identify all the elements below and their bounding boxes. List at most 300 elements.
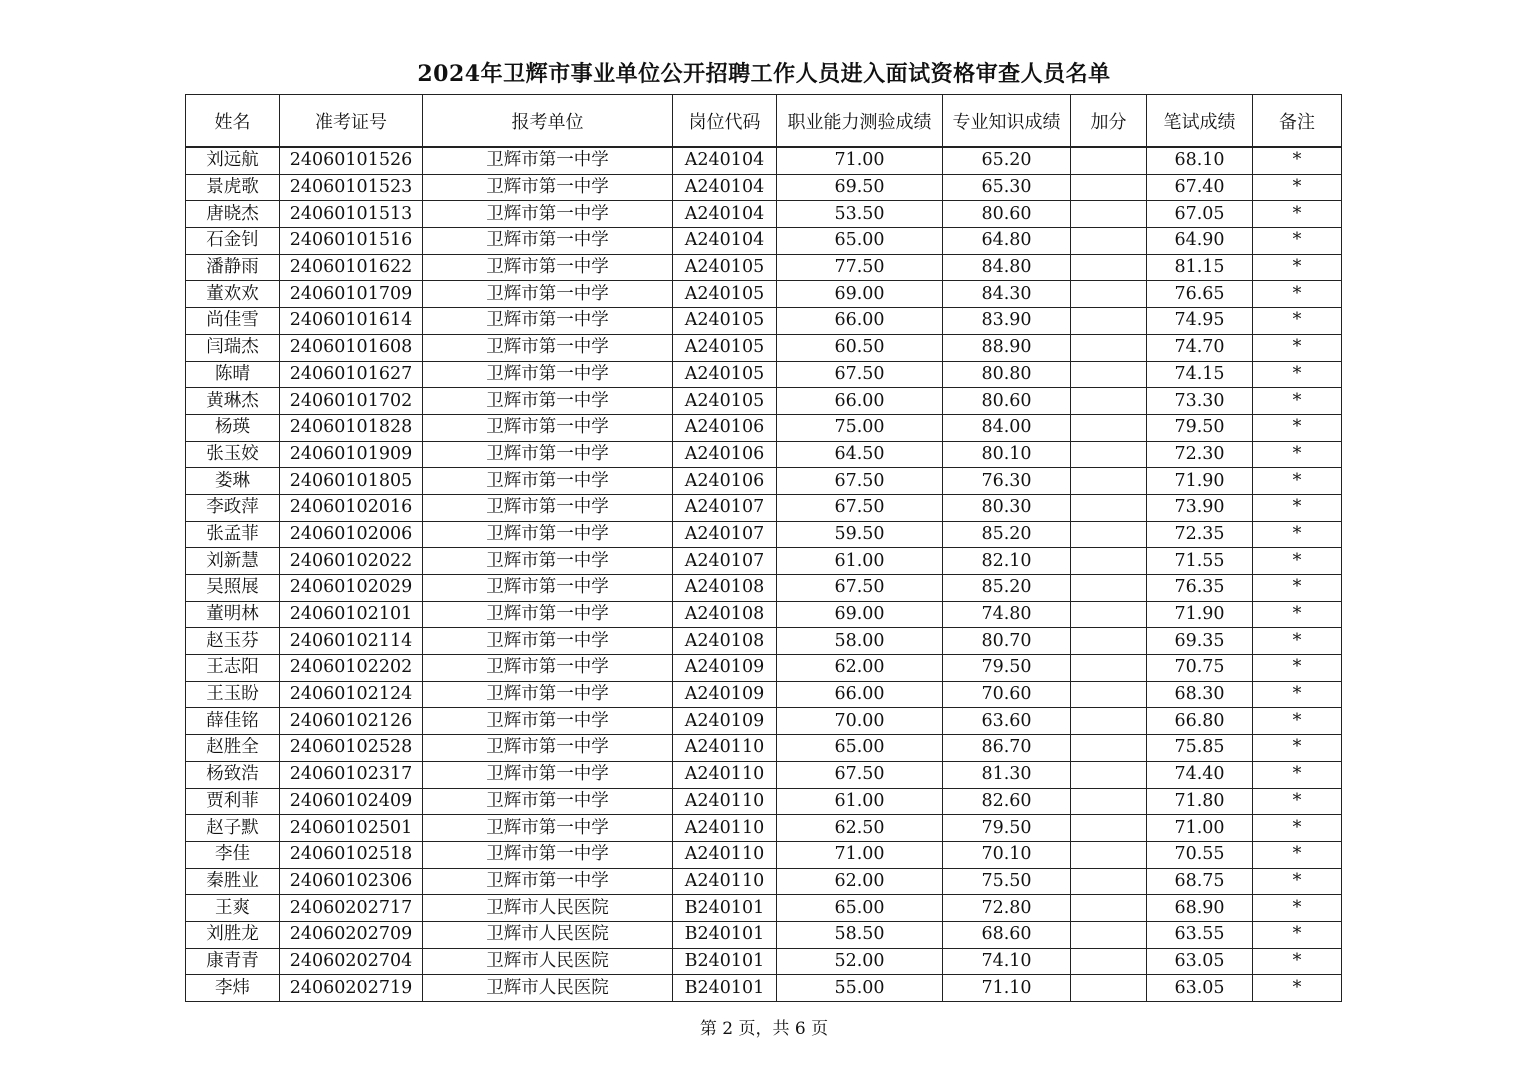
header-remarks: 备注 [1253, 95, 1342, 148]
cell-post-code: A240104 [673, 147, 777, 174]
cell-unit: 卫辉市第一中学 [423, 334, 673, 361]
cell-remarks: * [1253, 628, 1342, 655]
table-row [186, 735, 1342, 762]
cell-name: 秦胜业 [186, 868, 280, 895]
cell-post-code: A240109 [673, 655, 777, 682]
cell-remarks: * [1253, 468, 1342, 495]
cell-post-code: A240105 [673, 334, 777, 361]
table-row [186, 468, 1342, 495]
cell-knowledge-score: 76.30 [943, 468, 1071, 495]
cell-exam-id: 24060101702 [280, 388, 423, 415]
cell-post-code: A240104 [673, 228, 777, 255]
cell-knowledge-score: 86.70 [943, 735, 1071, 762]
cell-unit: 卫辉市第一中学 [423, 201, 673, 228]
cell-post-code: A240108 [673, 628, 777, 655]
cell-written-score: 70.75 [1147, 655, 1253, 682]
cell-knowledge-score: 70.60 [943, 681, 1071, 708]
cell-post-code: A240106 [673, 441, 777, 468]
cell-exam-id: 24060202709 [280, 921, 423, 948]
cell-knowledge-score: 80.60 [943, 201, 1071, 228]
cell-unit: 卫辉市第一中学 [423, 388, 673, 415]
cell-post-code: A240110 [673, 815, 777, 842]
cell-unit: 卫辉市人民医院 [423, 921, 673, 948]
cell-unit: 卫辉市第一中学 [423, 521, 673, 548]
candidate-table [185, 94, 1342, 1002]
cell-knowledge-score: 85.20 [943, 521, 1071, 548]
cell-knowledge-score: 82.60 [943, 788, 1071, 815]
cell-bonus [1071, 414, 1147, 441]
table-row [186, 441, 1342, 468]
cell-written-score: 71.55 [1147, 548, 1253, 575]
cell-bonus [1071, 174, 1147, 201]
table-row [186, 174, 1342, 201]
cell-bonus [1071, 254, 1147, 281]
cell-name: 李炜 [186, 975, 280, 1002]
cell-exam-id: 24060102518 [280, 841, 423, 868]
cell-aptitude-score: 69.00 [777, 281, 943, 308]
cell-post-code: A240107 [673, 494, 777, 521]
cell-post-code: A240110 [673, 735, 777, 762]
cell-unit: 卫辉市第一中学 [423, 708, 673, 735]
cell-aptitude-score: 66.00 [777, 681, 943, 708]
cell-remarks: * [1253, 575, 1342, 602]
table-row [186, 895, 1342, 922]
cell-written-score: 63.55 [1147, 921, 1253, 948]
cell-remarks: * [1253, 308, 1342, 335]
cell-exam-id: 24060102306 [280, 868, 423, 895]
table-row [186, 921, 1342, 948]
cell-knowledge-score: 82.10 [943, 548, 1071, 575]
cell-knowledge-score: 79.50 [943, 815, 1071, 842]
header-unit: 报考单位 [423, 95, 673, 148]
cell-name: 贾利菲 [186, 788, 280, 815]
table-row [186, 281, 1342, 308]
header-name: 姓名 [186, 95, 280, 148]
cell-name: 杨瑛 [186, 414, 280, 441]
cell-knowledge-score: 88.90 [943, 334, 1071, 361]
cell-written-score: 69.35 [1147, 628, 1253, 655]
cell-remarks: * [1253, 708, 1342, 735]
cell-aptitude-score: 65.00 [777, 895, 943, 922]
table-row [186, 201, 1342, 228]
cell-post-code: A240104 [673, 174, 777, 201]
cell-aptitude-score: 70.00 [777, 708, 943, 735]
cell-unit: 卫辉市第一中学 [423, 655, 673, 682]
cell-written-score: 68.90 [1147, 895, 1253, 922]
cell-aptitude-score: 67.50 [777, 761, 943, 788]
cell-remarks: * [1253, 388, 1342, 415]
cell-unit: 卫辉市人民医院 [423, 975, 673, 1002]
cell-name: 康青青 [186, 948, 280, 975]
cell-aptitude-score: 69.50 [777, 174, 943, 201]
cell-written-score: 74.15 [1147, 361, 1253, 388]
cell-bonus [1071, 334, 1147, 361]
table-row [186, 388, 1342, 415]
cell-written-score: 63.05 [1147, 975, 1253, 1002]
cell-exam-id: 24060102202 [280, 655, 423, 682]
cell-remarks: * [1253, 228, 1342, 255]
table-row [186, 761, 1342, 788]
table-row [186, 575, 1342, 602]
table-row [186, 494, 1342, 521]
cell-name: 闫瑞杰 [186, 334, 280, 361]
table-row [186, 254, 1342, 281]
cell-remarks: * [1253, 147, 1342, 174]
cell-knowledge-score: 80.80 [943, 361, 1071, 388]
cell-exam-id: 24060102528 [280, 735, 423, 762]
cell-bonus [1071, 201, 1147, 228]
cell-written-score: 71.80 [1147, 788, 1253, 815]
cell-unit: 卫辉市第一中学 [423, 681, 673, 708]
cell-aptitude-score: 66.00 [777, 308, 943, 335]
cell-remarks: * [1253, 174, 1342, 201]
cell-remarks: * [1253, 334, 1342, 361]
cell-aptitude-score: 65.00 [777, 735, 943, 762]
table-row [186, 815, 1342, 842]
cell-knowledge-score: 68.60 [943, 921, 1071, 948]
cell-unit: 卫辉市第一中学 [423, 174, 673, 201]
cell-post-code: A240109 [673, 681, 777, 708]
cell-unit: 卫辉市第一中学 [423, 254, 673, 281]
cell-unit: 卫辉市第一中学 [423, 815, 673, 842]
cell-written-score: 66.80 [1147, 708, 1253, 735]
cell-aptitude-score: 71.00 [777, 147, 943, 174]
cell-remarks: * [1253, 841, 1342, 868]
cell-exam-id: 24060102006 [280, 521, 423, 548]
cell-name: 王玉盼 [186, 681, 280, 708]
cell-remarks: * [1253, 254, 1342, 281]
cell-name: 杨致浩 [186, 761, 280, 788]
cell-name: 赵子默 [186, 815, 280, 842]
cell-exam-id: 24060102016 [280, 494, 423, 521]
cell-written-score: 67.40 [1147, 174, 1253, 201]
table-row [186, 788, 1342, 815]
cell-remarks: * [1253, 414, 1342, 441]
cell-remarks: * [1253, 655, 1342, 682]
cell-name: 石金钊 [186, 228, 280, 255]
cell-bonus [1071, 841, 1147, 868]
cell-bonus [1071, 388, 1147, 415]
cell-knowledge-score: 80.70 [943, 628, 1071, 655]
cell-exam-id: 24060102501 [280, 815, 423, 842]
cell-bonus [1071, 308, 1147, 335]
cell-knowledge-score: 72.80 [943, 895, 1071, 922]
cell-written-score: 79.50 [1147, 414, 1253, 441]
cell-written-score: 72.30 [1147, 441, 1253, 468]
cell-exam-id: 24060102022 [280, 548, 423, 575]
cell-exam-id: 24060102124 [280, 681, 423, 708]
cell-knowledge-score: 74.10 [943, 948, 1071, 975]
cell-written-score: 74.70 [1147, 334, 1253, 361]
cell-knowledge-score: 83.90 [943, 308, 1071, 335]
table-header-row [186, 95, 1342, 148]
cell-bonus [1071, 895, 1147, 922]
cell-post-code: B240101 [673, 948, 777, 975]
cell-name: 张玉姣 [186, 441, 280, 468]
cell-knowledge-score: 74.80 [943, 601, 1071, 628]
cell-aptitude-score: 60.50 [777, 334, 943, 361]
cell-name: 薛佳铭 [186, 708, 280, 735]
cell-name: 李政萍 [186, 494, 280, 521]
cell-exam-id: 24060101608 [280, 334, 423, 361]
cell-exam-id: 24060101828 [280, 414, 423, 441]
cell-aptitude-score: 67.50 [777, 468, 943, 495]
cell-unit: 卫辉市第一中学 [423, 147, 673, 174]
cell-unit: 卫辉市第一中学 [423, 788, 673, 815]
header-post-code: 岗位代码 [673, 95, 777, 148]
cell-knowledge-score: 79.50 [943, 655, 1071, 682]
cell-written-score: 68.75 [1147, 868, 1253, 895]
cell-unit: 卫辉市第一中学 [423, 441, 673, 468]
cell-exam-id: 24060101627 [280, 361, 423, 388]
cell-remarks: * [1253, 521, 1342, 548]
cell-aptitude-score: 65.00 [777, 228, 943, 255]
cell-bonus [1071, 708, 1147, 735]
cell-bonus [1071, 815, 1147, 842]
table-row [186, 948, 1342, 975]
cell-name: 李佳 [186, 841, 280, 868]
cell-knowledge-score: 85.20 [943, 575, 1071, 602]
cell-exam-id: 24060202704 [280, 948, 423, 975]
cell-post-code: B240101 [673, 921, 777, 948]
cell-name: 景虎歌 [186, 174, 280, 201]
cell-bonus [1071, 361, 1147, 388]
cell-name: 刘胜龙 [186, 921, 280, 948]
cell-remarks: * [1253, 761, 1342, 788]
cell-post-code: A240110 [673, 868, 777, 895]
cell-unit: 卫辉市第一中学 [423, 575, 673, 602]
cell-aptitude-score: 66.00 [777, 388, 943, 415]
cell-bonus [1071, 921, 1147, 948]
cell-bonus [1071, 948, 1147, 975]
cell-exam-id: 24060102101 [280, 601, 423, 628]
cell-exam-id: 24060101614 [280, 308, 423, 335]
cell-remarks: * [1253, 895, 1342, 922]
header-bonus: 加分 [1071, 95, 1147, 148]
cell-post-code: B240101 [673, 895, 777, 922]
cell-aptitude-score: 61.00 [777, 788, 943, 815]
cell-exam-id: 24060101516 [280, 228, 423, 255]
cell-bonus [1071, 521, 1147, 548]
cell-remarks: * [1253, 735, 1342, 762]
cell-unit: 卫辉市第一中学 [423, 761, 673, 788]
cell-written-score: 71.00 [1147, 815, 1253, 842]
cell-knowledge-score: 71.10 [943, 975, 1071, 1002]
cell-knowledge-score: 70.10 [943, 841, 1071, 868]
cell-aptitude-score: 69.00 [777, 601, 943, 628]
cell-aptitude-score: 59.50 [777, 521, 943, 548]
cell-aptitude-score: 58.00 [777, 628, 943, 655]
cell-aptitude-score: 77.50 [777, 254, 943, 281]
cell-written-score: 81.15 [1147, 254, 1253, 281]
table-row [186, 228, 1342, 255]
cell-aptitude-score: 75.00 [777, 414, 943, 441]
cell-exam-id: 24060102409 [280, 788, 423, 815]
cell-bonus [1071, 228, 1147, 255]
cell-bonus [1071, 868, 1147, 895]
cell-unit: 卫辉市第一中学 [423, 414, 673, 441]
cell-remarks: * [1253, 788, 1342, 815]
cell-remarks: * [1253, 921, 1342, 948]
cell-exam-id: 24060102029 [280, 575, 423, 602]
cell-post-code: A240107 [673, 548, 777, 575]
cell-exam-id: 24060202717 [280, 895, 423, 922]
cell-knowledge-score: 64.80 [943, 228, 1071, 255]
page-footer: 第 2 页，共 6 页 [699, 1019, 829, 1039]
cell-bonus [1071, 575, 1147, 602]
cell-post-code: A240105 [673, 254, 777, 281]
header-aptitude-score: 职业能力测验成绩 [777, 95, 943, 148]
cell-written-score: 67.05 [1147, 201, 1253, 228]
cell-remarks: * [1253, 815, 1342, 842]
cell-unit: 卫辉市第一中学 [423, 868, 673, 895]
cell-exam-id: 24060102317 [280, 761, 423, 788]
table-row [186, 708, 1342, 735]
cell-bonus [1071, 441, 1147, 468]
cell-aptitude-score: 62.50 [777, 815, 943, 842]
cell-post-code: A240105 [673, 281, 777, 308]
cell-exam-id: 24060101523 [280, 174, 423, 201]
cell-unit: 卫辉市第一中学 [423, 841, 673, 868]
cell-name: 王志阳 [186, 655, 280, 682]
cell-written-score: 71.90 [1147, 601, 1253, 628]
cell-knowledge-score: 84.80 [943, 254, 1071, 281]
cell-unit: 卫辉市第一中学 [423, 548, 673, 575]
cell-aptitude-score: 61.00 [777, 548, 943, 575]
cell-written-score: 73.30 [1147, 388, 1253, 415]
cell-name: 张孟菲 [186, 521, 280, 548]
table-row [186, 147, 1342, 174]
cell-post-code: A240109 [673, 708, 777, 735]
cell-name: 董欢欢 [186, 281, 280, 308]
table-row [186, 655, 1342, 682]
header-written-score: 笔试成绩 [1147, 95, 1253, 148]
cell-knowledge-score: 81.30 [943, 761, 1071, 788]
cell-name: 陈晴 [186, 361, 280, 388]
cell-knowledge-score: 75.50 [943, 868, 1071, 895]
cell-post-code: A240110 [673, 788, 777, 815]
cell-aptitude-score: 67.50 [777, 575, 943, 602]
cell-post-code: A240105 [673, 361, 777, 388]
cell-written-score: 74.40 [1147, 761, 1253, 788]
cell-unit: 卫辉市第一中学 [423, 468, 673, 495]
table-row [186, 334, 1342, 361]
cell-unit: 卫辉市第一中学 [423, 628, 673, 655]
cell-unit: 卫辉市第一中学 [423, 494, 673, 521]
table-row [186, 548, 1342, 575]
cell-bonus [1071, 761, 1147, 788]
cell-aptitude-score: 64.50 [777, 441, 943, 468]
cell-name: 董明林 [186, 601, 280, 628]
cell-post-code: A240104 [673, 201, 777, 228]
table-row [186, 414, 1342, 441]
cell-aptitude-score: 62.00 [777, 868, 943, 895]
cell-aptitude-score: 67.50 [777, 361, 943, 388]
table-row [186, 841, 1342, 868]
cell-unit: 卫辉市人民医院 [423, 948, 673, 975]
cell-exam-id: 24060101622 [280, 254, 423, 281]
cell-knowledge-score: 80.30 [943, 494, 1071, 521]
cell-remarks: * [1253, 948, 1342, 975]
cell-exam-id: 24060102126 [280, 708, 423, 735]
cell-post-code: A240110 [673, 841, 777, 868]
cell-remarks: * [1253, 281, 1342, 308]
cell-bonus [1071, 281, 1147, 308]
cell-knowledge-score: 80.10 [943, 441, 1071, 468]
cell-remarks: * [1253, 494, 1342, 521]
cell-post-code: A240106 [673, 468, 777, 495]
cell-post-code: A240106 [673, 414, 777, 441]
cell-aptitude-score: 55.00 [777, 975, 943, 1002]
cell-bonus [1071, 494, 1147, 521]
cell-post-code: A240105 [673, 308, 777, 335]
cell-bonus [1071, 628, 1147, 655]
cell-unit: 卫辉市第一中学 [423, 308, 673, 335]
cell-remarks: * [1253, 441, 1342, 468]
cell-written-score: 70.55 [1147, 841, 1253, 868]
cell-name: 王爽 [186, 895, 280, 922]
cell-exam-id: 24060102114 [280, 628, 423, 655]
cell-bonus [1071, 601, 1147, 628]
cell-name: 赵玉芬 [186, 628, 280, 655]
cell-remarks: * [1253, 681, 1342, 708]
cell-written-score: 71.90 [1147, 468, 1253, 495]
cell-written-score: 64.90 [1147, 228, 1253, 255]
cell-name: 潘静雨 [186, 254, 280, 281]
cell-name: 刘远航 [186, 147, 280, 174]
table-row [186, 308, 1342, 335]
cell-written-score: 73.90 [1147, 494, 1253, 521]
cell-written-score: 74.95 [1147, 308, 1253, 335]
cell-aptitude-score: 67.50 [777, 494, 943, 521]
cell-written-score: 68.30 [1147, 681, 1253, 708]
cell-unit: 卫辉市第一中学 [423, 228, 673, 255]
cell-name: 黄琳杰 [186, 388, 280, 415]
cell-remarks: * [1253, 201, 1342, 228]
document-title: 2024年卫辉市事业单位公开招聘工作人员进入面试资格审查人员名单 [417, 61, 1111, 87]
table-row [186, 601, 1342, 628]
cell-bonus [1071, 655, 1147, 682]
cell-aptitude-score: 53.50 [777, 201, 943, 228]
cell-post-code: A240108 [673, 575, 777, 602]
cell-bonus [1071, 681, 1147, 708]
cell-post-code: A240107 [673, 521, 777, 548]
cell-remarks: * [1253, 361, 1342, 388]
cell-aptitude-score: 71.00 [777, 841, 943, 868]
cell-name: 刘新慧 [186, 548, 280, 575]
cell-bonus [1071, 975, 1147, 1002]
cell-bonus [1071, 788, 1147, 815]
cell-aptitude-score: 52.00 [777, 948, 943, 975]
cell-knowledge-score: 84.30 [943, 281, 1071, 308]
cell-unit: 卫辉市第一中学 [423, 361, 673, 388]
cell-unit: 卫辉市第一中学 [423, 601, 673, 628]
cell-knowledge-score: 65.20 [943, 147, 1071, 174]
cell-post-code: A240110 [673, 761, 777, 788]
cell-exam-id: 24060101709 [280, 281, 423, 308]
cell-unit: 卫辉市人民医院 [423, 895, 673, 922]
cell-exam-id: 24060202719 [280, 975, 423, 1002]
cell-bonus [1071, 147, 1147, 174]
cell-exam-id: 24060101909 [280, 441, 423, 468]
table-row [186, 628, 1342, 655]
cell-name: 娄琳 [186, 468, 280, 495]
table-row [186, 361, 1342, 388]
header-knowledge-score: 专业知识成绩 [943, 95, 1071, 148]
cell-remarks: * [1253, 868, 1342, 895]
cell-written-score: 72.35 [1147, 521, 1253, 548]
cell-written-score: 75.85 [1147, 735, 1253, 762]
